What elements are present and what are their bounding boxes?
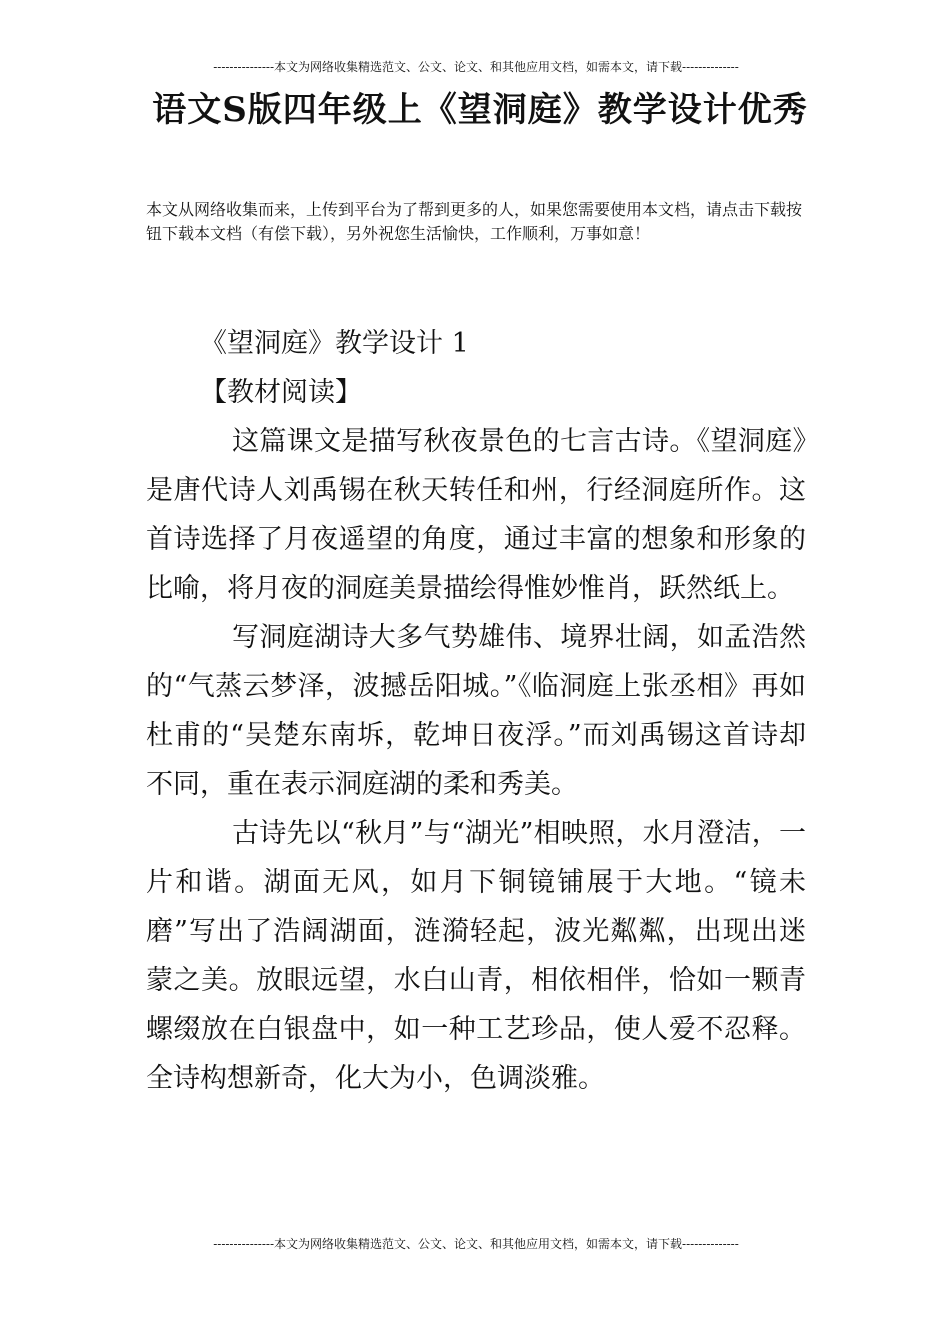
body-paragraph-3: 古诗先以“秋月”与“湖光”相映照，水月澄洁，一片和谐。湖面无风，如月下铜镜铺展于大地。“镜未磨”写出了浩阔湖面，涟漪轻起，波光粼粼，出现出迷蒙之美。放眼远望，水白山青，相依相伴，恰如一颗青螺缀放在白银盘中，如一种工艺珍品，使人爱不忍释。全诗构想新奇，化大为小，色调淡雅。 [146, 818, 806, 1094]
body-paragraph-1: 这篇课文是描写秋夜景色的七言古诗。《望洞庭》是唐代诗人刘禹锡在秋天转任和州，行经洞庭所作。这首诗选择了月夜遥望的角度，通过丰富的想象和形象的比喻，将月夜的洞庭美景描绘得惟妙惟肖，跃然纸上。 [146, 426, 806, 604]
header-notice: ---------------本文为网络收集精选范文、公文、论文、和其他应用文档，如需本文，请下载-------------- [213, 60, 739, 74]
subsection-title: 【教材阅读】 [200, 377, 362, 408]
intro-note: 本文从网络收集而来，上传到平台为了帮到更多的人，如果您需要使用本文档，请点击下载按钮下载本文档（有偿下载），另外祝您生活愉快，工作顺利，万事如意！ [146, 200, 803, 243]
body-paragraph-2: 写洞庭湖诗大多气势雄伟、境界壮阔，如孟浩然的“气蒸云梦泽，波撼岳阳城。”《临洞庭上张丞相》再如杜甫的“吴楚东南坼，乾坤日夜浮。”而刘禹锡这首诗却不同，重在表示洞庭湖的柔和秀美。 [146, 622, 806, 800]
footer-notice: ---------------本文为网络收集精选范文、公文、论文、和其他应用文档，如需本文，请下载-------------- [213, 1237, 739, 1251]
section-title: 《望洞庭》教学设计 1 [200, 328, 469, 359]
document-body [146, 319, 806, 1103]
document-title: 语文S版四年级上《望洞庭》教学设计优秀 [152, 90, 808, 130]
